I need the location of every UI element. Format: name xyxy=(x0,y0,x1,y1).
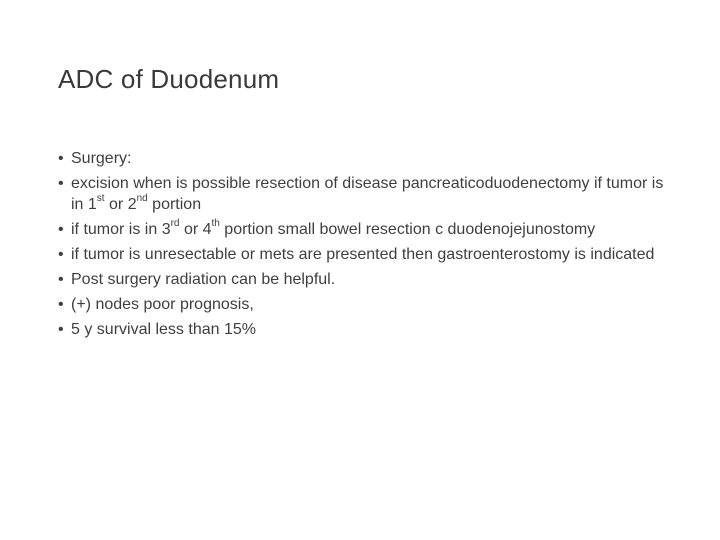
bullet-icon: • xyxy=(58,296,64,313)
bullet-item xyxy=(58,219,678,240)
bullet-text: if tumor is unresectable or mets are presented then gastroenterostomy is indicated xyxy=(71,246,655,263)
bullet-text: Surgery: xyxy=(71,150,132,167)
bullet-text: if tumor is in 3 xyxy=(71,221,171,238)
slide-title: ADC of Duodenum xyxy=(58,64,280,94)
bullet-item xyxy=(58,244,678,265)
bullet-icon: • xyxy=(58,221,64,238)
bullet-text: or 4 xyxy=(179,221,212,238)
bullet-item xyxy=(58,269,678,290)
bullet-item xyxy=(58,319,678,340)
bullet-text: excision when is possible resection of disease pancreaticoduodenectomy if tumor is in 1 xyxy=(71,175,664,213)
ordinal-suffix: th xyxy=(211,217,220,229)
bullet-icon: • xyxy=(58,150,64,167)
ordinal-suffix: st xyxy=(96,192,105,204)
bullet-item xyxy=(58,173,678,215)
bullet-icon: • xyxy=(58,246,64,263)
bullet-text: 5 y survival less than 15% xyxy=(71,321,256,338)
ordinal-suffix: rd xyxy=(170,217,180,229)
bullet-text: portion small bowel resection c duodenojejunostomy xyxy=(219,221,596,238)
bullet-item xyxy=(58,148,678,169)
bullet-text: or 2 xyxy=(104,196,137,213)
bullet-list xyxy=(58,148,678,344)
bullet-icon: • xyxy=(58,271,64,288)
bullet-text: (+) nodes poor prognosis, xyxy=(71,296,254,313)
ordinal-suffix: nd xyxy=(136,192,148,204)
bullet-text: Post surgery radiation can be helpful. xyxy=(71,271,336,288)
bullet-icon: • xyxy=(58,175,64,192)
bullet-item xyxy=(58,294,678,315)
bullet-text: portion xyxy=(147,196,202,213)
bullet-icon: • xyxy=(58,321,64,338)
